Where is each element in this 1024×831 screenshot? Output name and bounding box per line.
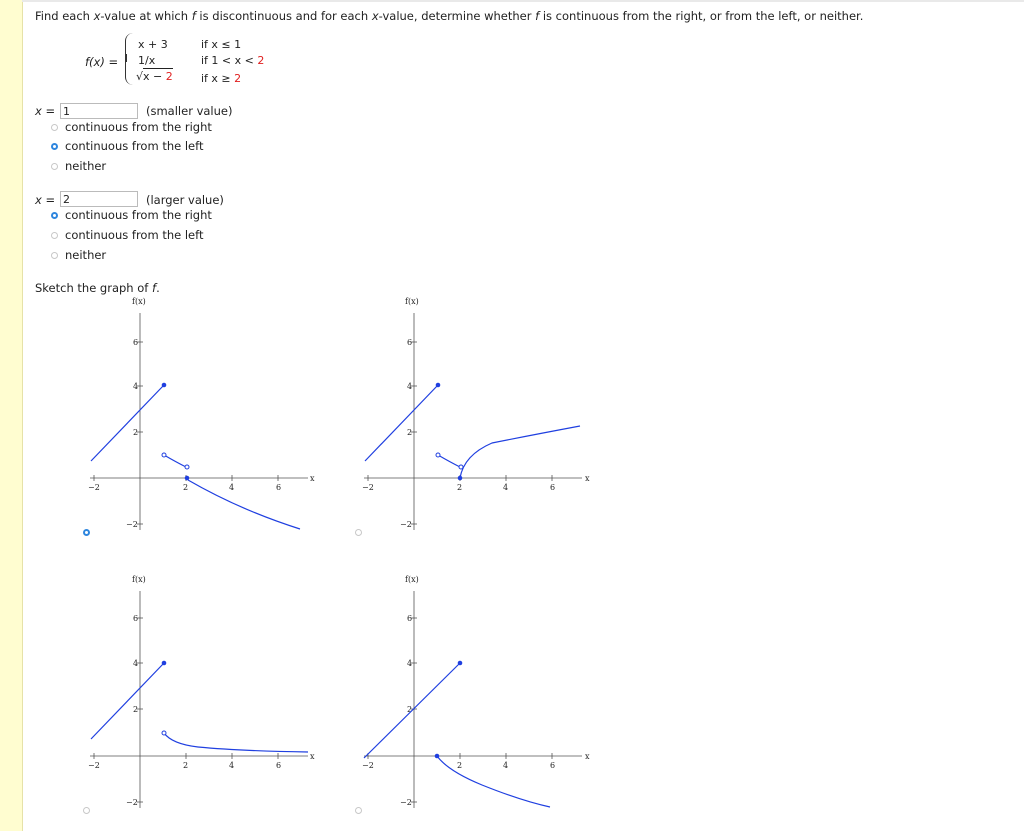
graph2-curves (365, 385, 580, 478)
part1-option-neither[interactable]: neither (51, 159, 106, 173)
graph4-x-axis-label: x (585, 752, 590, 761)
graph1-ytick: 2 (133, 428, 139, 437)
graph3-open-dot (162, 731, 166, 735)
part1-option-left[interactable]: continuous from the left (51, 139, 203, 153)
graph2-open-dot (436, 453, 440, 457)
graph-option-1[interactable] (80, 295, 325, 535)
graph4-closed-dot (458, 661, 463, 666)
graph1-ytick: 6 (133, 338, 139, 347)
graph-option-3[interactable] (80, 573, 325, 813)
graph2-xtick: 2 (457, 483, 463, 492)
graph4-ytick: −2 (400, 798, 412, 807)
graph3-ytick: 2 (133, 705, 139, 714)
part1-option-right[interactable]: continuous from the right (51, 120, 212, 134)
graph3-ticks (94, 618, 278, 802)
graph3-ytick: 6 (133, 614, 139, 623)
graph2-ticks (368, 342, 552, 524)
graph2-xtick: −2 (362, 483, 374, 492)
graph2-ytick: 6 (407, 338, 413, 347)
part1-hint: (smaller value) (146, 104, 233, 118)
graph3-ytick: 4 (133, 659, 139, 668)
part2-option-neither[interactable]: neither (51, 248, 106, 262)
piece2-expression: 1/x (138, 54, 156, 67)
question-text: Find each x-value at which f is discontinuous and for each x-value, determine whether f is continuous from the right, or from the left, or neither. (35, 9, 864, 23)
part1-answer-input[interactable]: 1 (60, 103, 138, 119)
graph3-xtick: 2 (183, 761, 189, 770)
graph1-open-dot (185, 465, 189, 469)
piece3-expression: √x − 2 (136, 70, 173, 83)
graph1-xtick: 4 (229, 483, 235, 492)
part2-x-label: x = (35, 193, 56, 207)
part1-radio-right[interactable] (51, 124, 58, 131)
graph3-curves (91, 663, 308, 752)
graph4-xtick: −2 (362, 761, 374, 770)
graph2-closed-dot (458, 476, 463, 481)
graph2-xtick: 4 (503, 483, 509, 492)
graph4-ytick: 4 (407, 659, 413, 668)
part1-radio-left[interactable] (51, 143, 58, 150)
graph2-closed-dot (436, 383, 441, 388)
graph1-xtick: 2 (183, 483, 189, 492)
part2-answer-input[interactable]: 2 (60, 191, 138, 207)
graph1-xtick: 6 (276, 483, 282, 492)
graph-option-4[interactable] (352, 573, 597, 813)
piece1-expression: x + 3 (138, 38, 168, 51)
graph4-curves (364, 663, 550, 807)
graph4-xtick: 2 (457, 761, 463, 770)
graph2-x-axis-label: x (585, 474, 590, 483)
graph3-xtick: 6 (276, 761, 282, 770)
part2-radio-right[interactable] (51, 212, 58, 219)
graph1-curves (91, 385, 300, 529)
graph1-ticks (94, 342, 278, 524)
part2-option-left[interactable]: continuous from the left (51, 228, 203, 242)
sketch-prompt: Sketch the graph of f. (35, 281, 160, 295)
graph2-ytick: 4 (407, 382, 413, 391)
part2-option-right[interactable]: continuous from the right (51, 208, 212, 222)
part2-radio-left[interactable] (51, 232, 58, 239)
piece1-condition: if x ≤ 1 (201, 38, 242, 51)
graph2-ytick: −2 (400, 520, 412, 529)
graph3-x-axis-label: x (310, 752, 315, 761)
function-label: f(x) = (85, 55, 119, 69)
graph1-open-dot (162, 453, 166, 457)
graph4-closed-dot (435, 754, 440, 759)
graph4-xtick: 6 (550, 761, 556, 770)
graph2-y-axis-label: f(x) (405, 297, 419, 306)
graph1-closed-dot (185, 476, 190, 481)
graph1-closed-dot (162, 383, 167, 388)
graph4-ytick: 6 (407, 614, 413, 623)
graph2-open-dot (459, 465, 463, 469)
graph4-xtick: 4 (503, 761, 509, 770)
graph3-xtick: −2 (88, 761, 100, 770)
part2-hint: (larger value) (146, 193, 224, 207)
graph1-ytick: −2 (126, 520, 138, 529)
graph2-xtick: 6 (550, 483, 556, 492)
piece3-condition: if x ≥ 2 (201, 72, 242, 85)
graph1-xtick: −2 (88, 483, 100, 492)
graph1-x-axis-label: x (310, 474, 315, 483)
graph3-closed-dot (162, 661, 167, 666)
graph4-ytick: 2 (407, 705, 413, 714)
graph3-xtick: 4 (229, 761, 235, 770)
graph1-ytick: 4 (133, 382, 139, 391)
graph-option-2[interactable] (352, 295, 597, 535)
graph1-y-axis-label: f(x) (132, 297, 146, 306)
piece2-condition: if 1 < x < 2 (201, 54, 265, 67)
part2-radio-neither[interactable] (51, 252, 58, 259)
graph3-ytick: −2 (126, 798, 138, 807)
piecewise-brace-tip (119, 54, 127, 62)
graph3-y-axis-label: f(x) (132, 575, 146, 584)
graph2-ytick: 2 (407, 428, 413, 437)
part1-x-label: x = (35, 104, 56, 118)
left-margin-strip (0, 0, 23, 831)
graph4-y-axis-label: f(x) (405, 575, 419, 584)
part1-radio-neither[interactable] (51, 163, 58, 170)
